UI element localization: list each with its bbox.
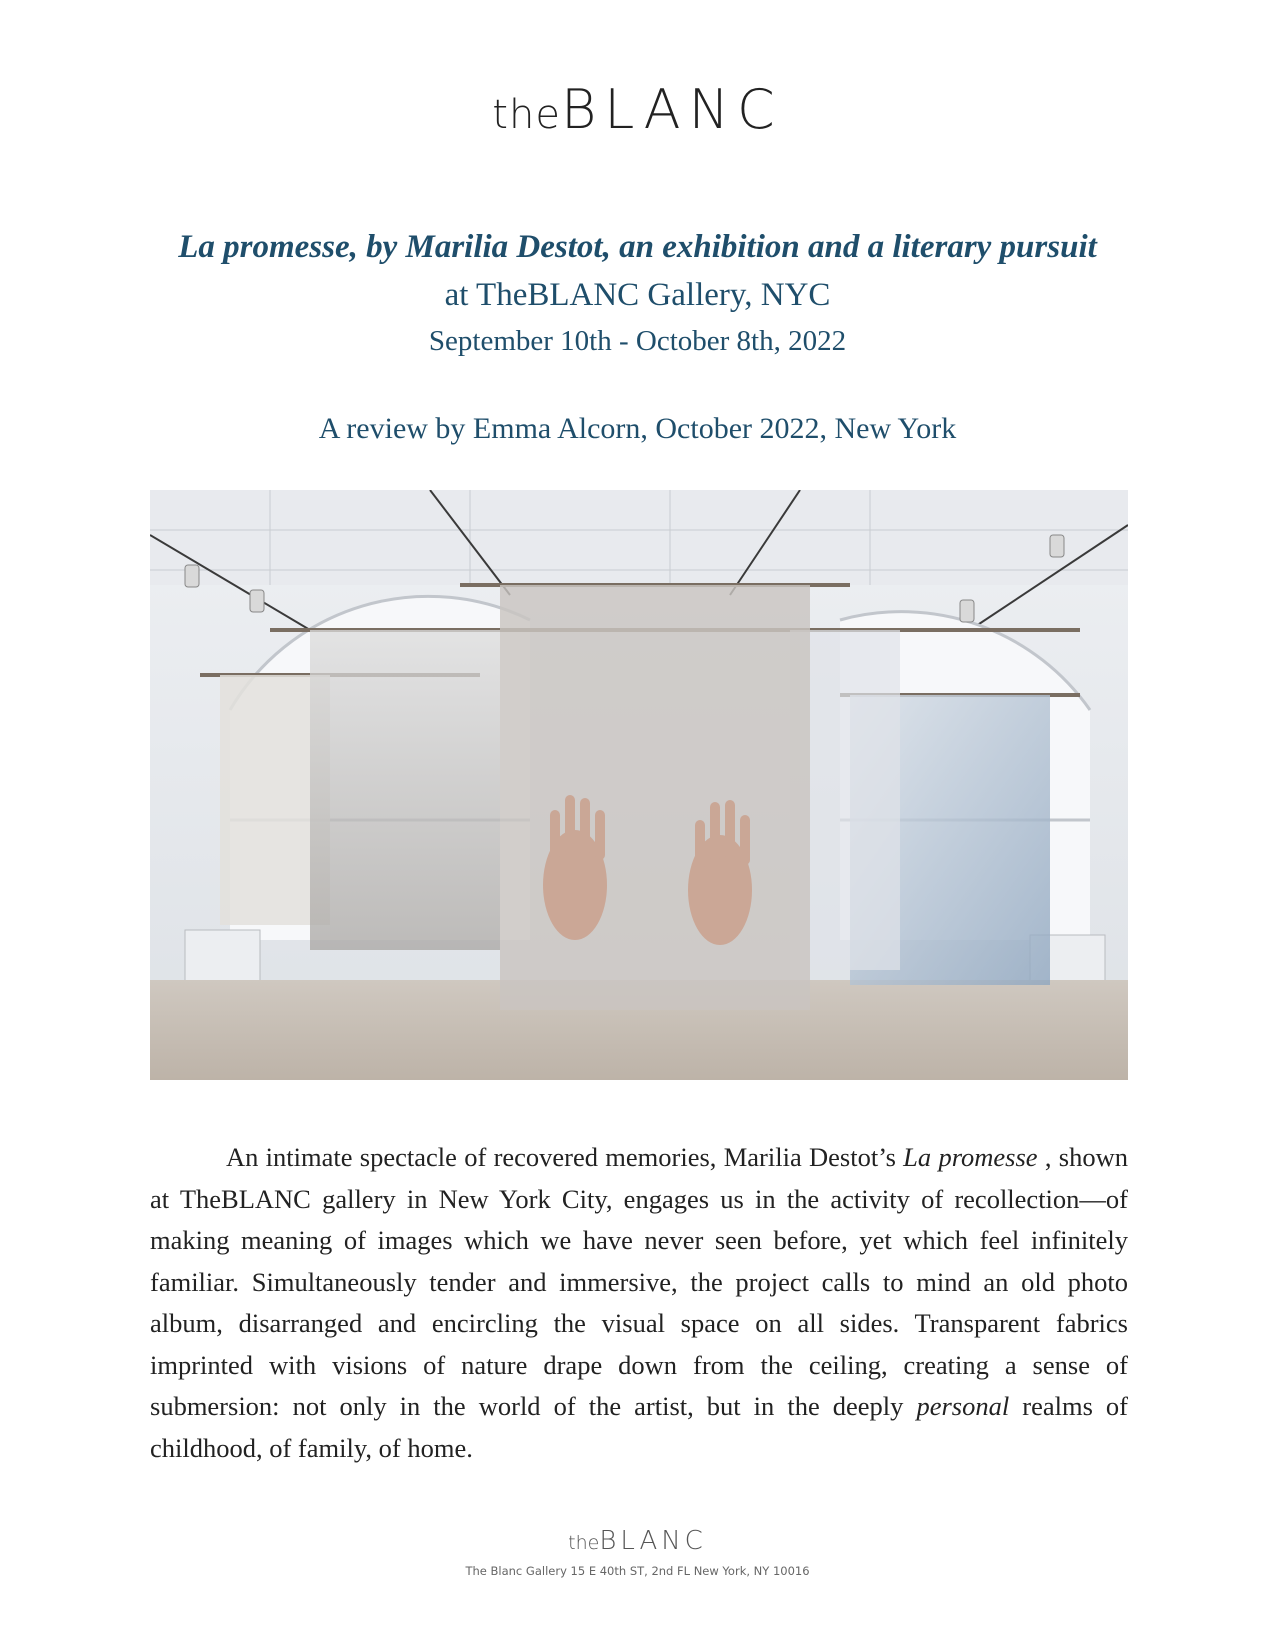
paragraph-text-b: , shown at TheBLANC gallery in New York City, engages us in the activity of recollection—of making meaning of images which we have never seen before, yet which feel infinitely familiar. Simultaneously tender and immersive, the project calls to mind an old photo album, disarranged and encircling the visual space on all sides. Transparent fabrics imprinted with visions of nature drape down from the ceiling, creating a sense of submersion: not only in the world of the artist, but in the deeply: [150, 1142, 1128, 1421]
work-title-emphasis: La promesse: [903, 1142, 1038, 1172]
logo-lower-text: the: [492, 92, 561, 138]
personal-emphasis: personal: [916, 1391, 1010, 1421]
review-byline: A review by Emma Alcorn, October 2022, New York: [318, 412, 957, 445]
exhibition-venue: at TheBLANC Gallery, NYC: [444, 277, 831, 313]
footer-logo-lower: the: [568, 1532, 600, 1554]
brand-logo: [0, 78, 1275, 141]
gallery-installation-photo: [150, 490, 1128, 1080]
footer-logo-upper: BLANC: [599, 1526, 707, 1556]
paragraph-text-a: An intimate spectacle of recovered memories, Marilia Destot’s: [226, 1142, 904, 1172]
footer-address: The Blanc Gallery 15 E 40th ST, 2nd FL New York, NY 10016: [465, 1564, 810, 1578]
footer-logo: [0, 1526, 1275, 1556]
exhibition-dates: September 10th - October 8th, 2022: [428, 325, 847, 357]
review-paragraph: [150, 1137, 1128, 1469]
paragraph-text-c: realms of childhood, of family, of home.: [150, 1391, 1128, 1463]
exhibition-title: La promesse, by Marilia Destot, an exhibition and a literary pursuit: [178, 229, 1097, 265]
logo-upper-text: BLANC: [560, 78, 783, 141]
